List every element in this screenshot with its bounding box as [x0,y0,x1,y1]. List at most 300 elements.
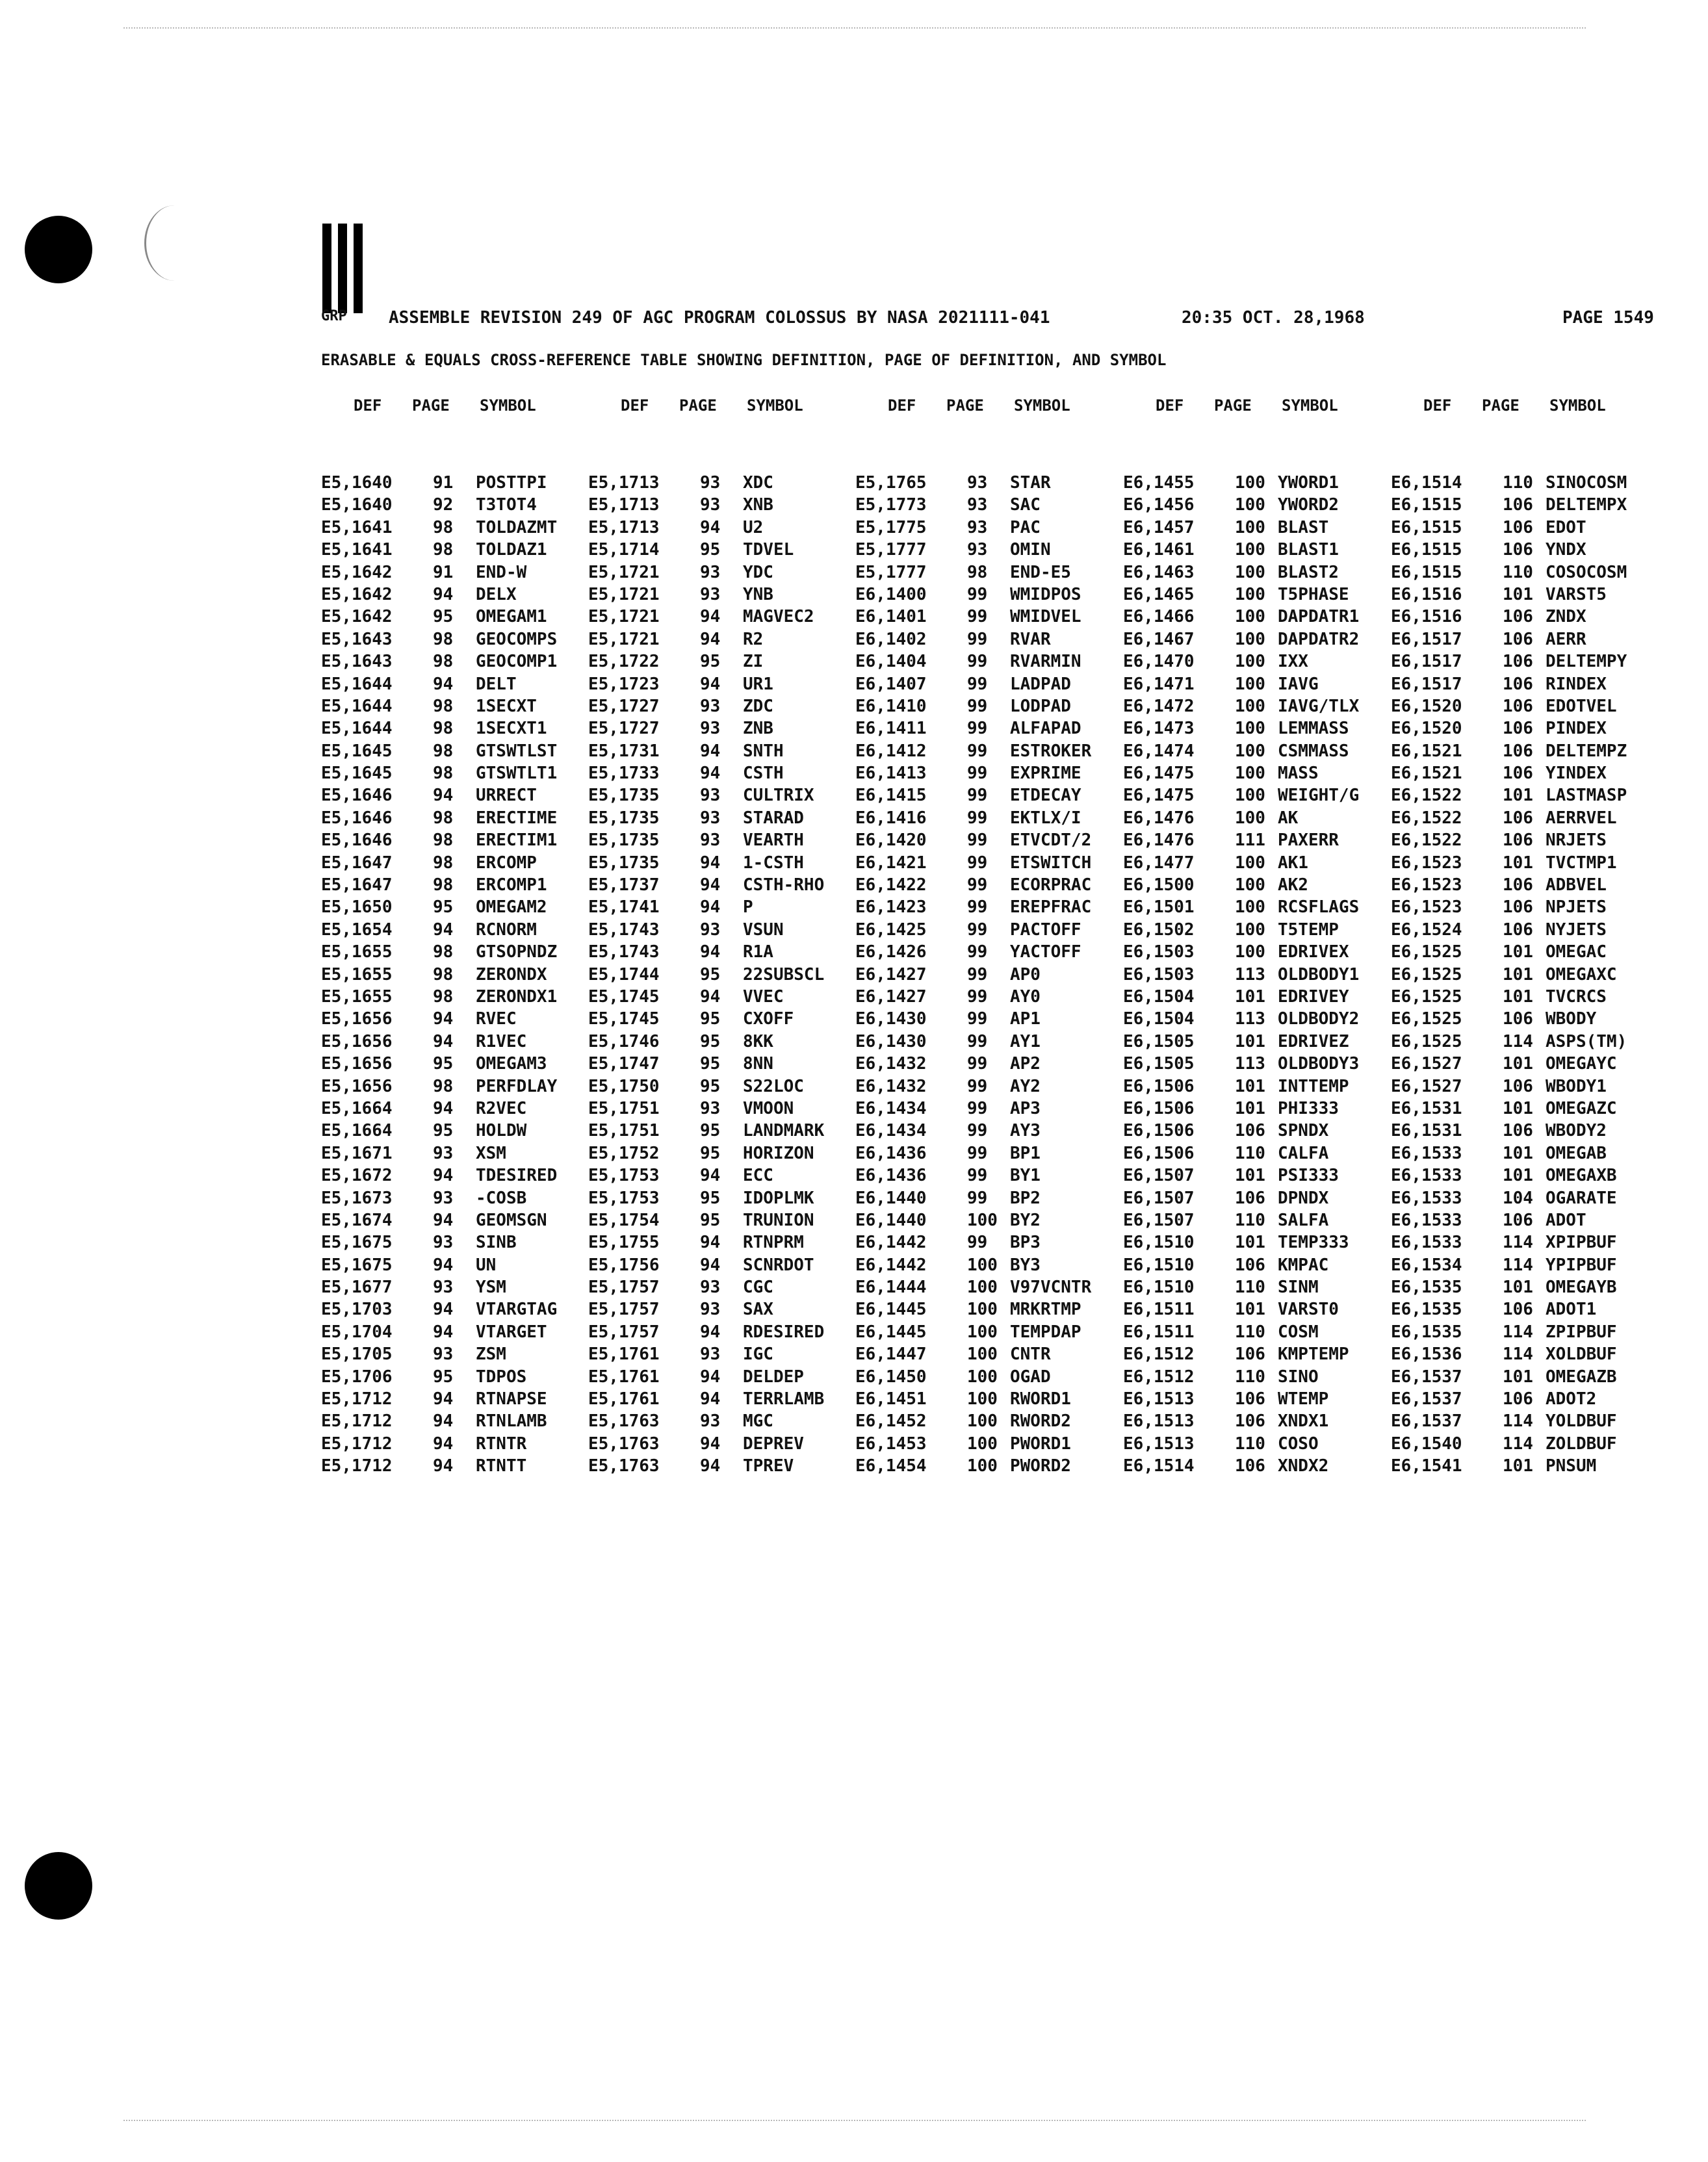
symbol-cell: SINO [1278,1367,1319,1387]
def-cell: E6,1411 [855,719,927,739]
table-row [588,942,848,964]
table-row [855,1144,1115,1166]
table-row [1391,607,1651,629]
page-cell: 94 [700,1389,721,1409]
symbol-cell: RVAR [1010,629,1051,649]
page-cell: 93 [433,1345,454,1365]
symbol-cell: DPNDX [1278,1188,1329,1208]
def-cell: E5,1641 [321,540,393,560]
page-cell: 101 [1235,1031,1265,1051]
table-row [321,1278,581,1300]
table-row [588,741,848,764]
def-cell: E6,1505 [1123,1054,1195,1074]
def-cell: E6,1525 [1391,964,1462,984]
def-cell: E5,1743 [588,920,660,940]
page-cell: 98 [433,652,454,672]
def-cell: E6,1515 [1391,540,1462,560]
page-cell: 100 [1235,696,1265,716]
table-row [855,518,1115,540]
table-row [321,1434,581,1456]
page-cell: 106 [1503,1300,1533,1320]
page-cell: 94 [433,584,454,604]
page-cell: 93 [700,1345,721,1365]
def-cell: E6,1536 [1391,1345,1462,1365]
def-cell: E6,1521 [1391,741,1462,761]
page-cell: 101 [1503,942,1533,962]
symbol-cell: TEMP333 [1278,1233,1349,1253]
symbol-cell: ZI [743,652,764,672]
table-row [321,764,581,786]
def-cell: E6,1507 [1123,1166,1195,1186]
def-cell: E6,1430 [855,1031,927,1051]
page-cell: 106 [1235,1345,1265,1365]
table-row [588,1345,848,1367]
table-row [1123,585,1383,607]
page-cell: 106 [1503,764,1533,784]
symbol-cell: OLDBODY1 [1278,964,1360,984]
page-cell: 93 [967,517,988,537]
page-cell: 100 [1235,517,1265,537]
page-cell: 100 [1235,495,1265,515]
def-cell: E6,1513 [1123,1411,1195,1432]
table-row [321,1099,581,1121]
def-cell: E5,1646 [321,786,393,806]
def-cell: E6,1513 [1123,1434,1195,1454]
symbol-cell: YOLDBUF [1546,1411,1617,1432]
def-cell: E6,1421 [855,853,927,873]
table-row [1123,563,1383,585]
table-row [1123,697,1383,719]
def-cell: E5,1757 [588,1322,660,1342]
symbol-cell: TOLDAZMT [476,517,558,537]
symbol-cell: NRJETS [1546,830,1607,851]
table-row [588,518,848,540]
page-cell: 99 [967,808,988,828]
page-cell: 101 [1235,1098,1265,1118]
table-row [1391,1144,1651,1166]
page-cell: 94 [700,1434,721,1454]
page-cell: 94 [700,897,721,918]
page-cell: 94 [433,920,454,940]
table-row [855,1233,1115,1255]
page-cell: 99 [967,1009,988,1029]
symbol-cell: HOLDW [476,1121,527,1141]
page-cell: 110 [1235,1322,1265,1342]
def-cell: E6,1420 [855,830,927,851]
symbol-cell: CNTR [1010,1345,1051,1365]
def-cell: E6,1517 [1391,629,1462,649]
page-cell: 93 [700,1300,721,1320]
table-row [321,1300,581,1322]
def-cell: E5,1713 [588,473,660,493]
symbol-cell: IDOPLMK [743,1188,814,1208]
page-cell: 100 [967,1255,998,1275]
page-cell: 91 [433,562,454,582]
def-cell: E6,1456 [1123,495,1195,515]
symbol-cell: CXOFF [743,1009,794,1029]
def-cell: E6,1401 [855,607,927,627]
table-row [1391,1211,1651,1233]
table-row [1123,719,1383,741]
def-cell: E5,1713 [588,495,660,515]
page-cell: 106 [1503,629,1533,649]
symbol-cell: OMEGAXB [1546,1166,1617,1186]
page-cell: 94 [700,607,721,627]
page-cell: 101 [1503,786,1533,806]
symbol-cell: CSMMASS [1278,741,1349,761]
table-row [588,1054,848,1076]
def-cell: E6,1541 [1391,1456,1462,1476]
symbol-cell: CSTH [743,764,784,784]
def-cell: E5,1723 [588,674,660,694]
page-cell: 101 [1503,584,1533,604]
symbol-cell: RWORD2 [1010,1411,1071,1432]
table-row [1391,965,1651,987]
def-cell: E5,1751 [588,1098,660,1118]
page-cell: 93 [433,1143,454,1163]
def-cell: E6,1440 [855,1188,927,1208]
table-row [855,1032,1115,1054]
def-cell: E6,1412 [855,741,927,761]
table-row [855,585,1115,607]
page-cell: 99 [967,1098,988,1118]
symbol-cell: BLAST2 [1278,562,1339,582]
symbol-cell: AERRVEL [1546,808,1617,828]
def-cell: E5,1777 [855,540,927,560]
page-cell: 94 [433,1411,454,1432]
def-cell: E5,1763 [588,1434,660,1454]
symbol-cell: XNDX2 [1278,1456,1329,1476]
page-cell: 100 [1235,764,1265,784]
page-cell: 95 [433,1367,454,1387]
def-cell: E5,1705 [321,1345,393,1365]
page-cell: 106 [1503,875,1533,895]
symbol-cell: RTNPRM [743,1233,804,1253]
def-cell: E5,1647 [321,875,393,895]
def-cell: E6,1505 [1123,1031,1195,1051]
symbol-cell: RTNAPSE [476,1389,547,1409]
symbol-cell: PSI333 [1278,1166,1339,1186]
symbol-cell: ECORPRAC [1010,875,1092,895]
def-cell: E5,1754 [588,1210,660,1230]
table-row [1391,942,1651,964]
symbol-cell: RVEC [476,1009,517,1029]
table-row [1391,630,1651,652]
table-row [1391,1322,1651,1345]
symbol-cell: ETVCDT/2 [1010,830,1092,851]
table-row [321,875,581,897]
symbol-cell: NPJETS [1546,897,1607,918]
table-row [1391,808,1651,830]
symbol-cell: OMEGAYB [1546,1278,1617,1298]
table-row [1391,830,1651,853]
symbol-cell: UR1 [743,674,773,694]
table-row [588,853,848,875]
table-row [321,1345,581,1367]
table-row [588,965,848,987]
def-cell: E5,1763 [588,1411,660,1432]
def-cell: E6,1450 [855,1367,927,1387]
def-cell: E5,1671 [321,1143,393,1163]
column-header-page: PAGE [1482,396,1520,415]
table-row [588,875,848,897]
page-cell: 93 [700,584,721,604]
symbol-cell: POSTTPI [476,473,547,493]
symbol-cell: IGC [743,1345,773,1365]
header-mark: GRP [321,308,347,324]
page-cell: 106 [1503,607,1533,627]
symbol-cell: ERECTIME [476,808,558,828]
page-cell: 100 [1235,719,1265,739]
table-row [588,563,848,585]
page-cell: 110 [1503,473,1533,493]
page-cell: 94 [700,986,721,1007]
symbol-cell: TPREV [743,1456,794,1476]
page-cell: 101 [1235,1233,1265,1253]
def-cell: E5,1721 [588,607,660,627]
page-cell: 111 [1235,830,1265,851]
table-row [588,830,848,853]
page-cell: 99 [967,1121,988,1141]
page-cell: 114 [1503,1434,1533,1454]
table-row [1391,675,1651,697]
table-row [1123,1054,1383,1076]
def-cell: E6,1525 [1391,942,1462,962]
def-cell: E5,1735 [588,786,660,806]
def-cell: E5,1755 [588,1233,660,1253]
def-cell: E6,1514 [1391,473,1462,493]
page-cell: 94 [433,1322,454,1342]
def-cell: E6,1422 [855,875,927,895]
column-header-row [588,396,848,431]
def-cell: E5,1727 [588,719,660,739]
def-cell: E6,1436 [855,1143,927,1163]
table-row [321,1054,581,1076]
page-cell: 100 [1235,875,1265,895]
page-cell: 95 [700,1188,721,1208]
def-cell: E6,1444 [855,1278,927,1298]
page-cell: 114 [1503,1411,1533,1432]
symbol-cell: EREPFRAC [1010,897,1092,918]
table-row [855,719,1115,741]
symbol-cell: ASPS(TM) [1546,1031,1627,1051]
table-row [1123,1300,1383,1322]
table-row [1123,987,1383,1009]
def-cell: E6,1467 [1123,629,1195,649]
table-row [855,965,1115,987]
page-cell: 93 [700,808,721,828]
page-cell: 101 [1235,1166,1265,1186]
page-cell: 94 [700,1255,721,1275]
symbol-cell: ADOT [1546,1210,1586,1230]
symbol-cell: END-E5 [1010,562,1071,582]
symbol-cell: VVEC [743,986,784,1007]
page-cell: 98 [433,1076,454,1096]
table-row [321,1121,581,1143]
table-row [855,808,1115,830]
def-cell: E5,1741 [588,897,660,918]
def-cell: E5,1713 [588,517,660,537]
def-cell: E6,1465 [1123,584,1195,604]
symbol-cell: YNDX [1546,540,1586,560]
punch-hole-shadow [144,205,205,281]
symbol-cell: AK2 [1278,875,1308,895]
symbol-cell: GEOCOMPS [476,629,558,649]
def-cell: E5,1644 [321,674,393,694]
symbol-cell: CULTRIX [743,786,814,806]
table-row [1123,518,1383,540]
table-row [1391,1166,1651,1188]
symbol-cell: LADPAD [1010,674,1071,694]
symbol-cell: PAXERR [1278,830,1339,851]
page-cell: 98 [433,986,454,1007]
symbol-cell: ZERONDX1 [476,986,558,1007]
symbol-cell: YSM [476,1278,506,1298]
symbol-cell: UN [476,1255,497,1275]
page-cell: 95 [700,652,721,672]
symbol-cell: COSOCOSM [1546,562,1627,582]
symbol-cell: ZNB [743,719,773,739]
column-header-page: PAGE [946,396,984,415]
table-row [1391,1121,1651,1143]
table-row [588,1411,848,1434]
table-row [321,1456,581,1478]
table-row [1123,652,1383,674]
page-cell: 106 [1503,495,1533,515]
table-row [1123,1144,1383,1166]
table-row [1123,1077,1383,1099]
table-row [855,495,1115,517]
table-row [588,607,848,629]
table-row [1123,1411,1383,1434]
def-cell: E5,1712 [321,1434,393,1454]
page-cell: 99 [967,1031,988,1051]
symbol-cell: EXPRIME [1010,764,1081,784]
def-cell: E6,1445 [855,1322,927,1342]
symbol-cell: WMIDPOS [1010,584,1081,604]
page-cell: 106 [1503,741,1533,761]
table-row [1123,1121,1383,1143]
def-cell: E6,1457 [1123,517,1195,537]
def-cell: E5,1646 [321,830,393,851]
symbol-cell: T5TEMP [1278,920,1339,940]
symbol-cell: LANDMARK [743,1121,825,1141]
table-row [855,1278,1115,1300]
symbol-cell: SINM [1278,1278,1319,1298]
page-cell: 95 [433,1121,454,1141]
symbol-cell: PERFDLAY [476,1076,558,1096]
page-cell: 106 [1503,920,1533,940]
column-header-def: DEF [354,396,382,415]
page-cell: 94 [433,1434,454,1454]
def-cell: E6,1531 [1391,1121,1462,1141]
page-cell: 106 [1503,674,1533,694]
table-row [321,830,581,853]
page-cell: 99 [967,607,988,627]
table-row [321,1009,581,1031]
def-cell: E6,1511 [1123,1322,1195,1342]
page-cell: 110 [1503,562,1533,582]
symbol-cell: PINDEX [1546,719,1607,739]
table-row [1123,808,1383,830]
def-cell: E5,1721 [588,629,660,649]
table-row [855,987,1115,1009]
table-row [1391,1077,1651,1099]
page-cell: 106 [1235,1255,1265,1275]
symbol-cell: ADOT1 [1546,1300,1597,1320]
table-row [855,1211,1115,1233]
table-row [1391,1009,1651,1031]
symbol-cell: XNDX1 [1278,1411,1329,1432]
symbol-cell: SINOCOSM [1546,473,1627,493]
page-cell: 101 [1503,1098,1533,1118]
def-cell: E6,1442 [855,1255,927,1275]
column-header-def: DEF [888,396,916,415]
symbol-cell: AY0 [1010,986,1041,1007]
symbol-cell: DELT [476,674,517,694]
def-cell: E5,1735 [588,808,660,828]
symbol-cell: ZERONDX [476,964,547,984]
def-cell: E5,1733 [588,764,660,784]
def-cell: E5,1761 [588,1367,660,1387]
table-row [321,1144,581,1166]
def-cell: E6,1476 [1123,830,1195,851]
def-cell: E6,1533 [1391,1143,1462,1163]
page-cell: 101 [1503,853,1533,873]
page-cell: 93 [967,495,988,515]
page-cell: 99 [967,853,988,873]
table-row [588,1211,848,1233]
def-cell: E5,1745 [588,1009,660,1029]
def-cell: E6,1517 [1391,652,1462,672]
symbol-cell: HORIZON [743,1143,814,1163]
page-cell: 106 [1503,830,1533,851]
scan-edge-bottom [123,2120,1586,2121]
symbol-cell: DELX [476,584,517,604]
page-cell: 100 [1235,942,1265,962]
symbol-cell: GEOCOMP1 [476,652,558,672]
symbol-cell: RDESIRED [743,1322,825,1342]
table-row [321,1233,581,1255]
symbol-cell: DEPREV [743,1434,804,1454]
table-row [588,1121,848,1143]
table-row [321,697,581,719]
def-cell: E5,1646 [321,808,393,828]
page-cell: 93 [700,920,721,940]
column-header-def: DEF [1156,396,1184,415]
def-cell: E6,1507 [1123,1188,1195,1208]
def-cell: E6,1516 [1391,607,1462,627]
def-cell: E6,1475 [1123,786,1195,806]
page-cell: 99 [967,1143,988,1163]
symbol-cell: OMEGAYC [1546,1054,1617,1074]
def-cell: E6,1503 [1123,942,1195,962]
column-header-symbol: SYMBOL [480,396,536,415]
printer-marks [322,224,368,313]
page-cell: 94 [700,875,721,895]
page-cell: 94 [433,1210,454,1230]
symbol-cell: SAX [743,1300,773,1320]
symbol-cell: GEOMSGN [476,1210,547,1230]
symbol-cell: XDC [743,473,773,493]
table-row [1123,675,1383,697]
symbol-cell: EDOTVEL [1546,696,1617,716]
page-cell: 113 [1235,1054,1265,1074]
def-cell: E6,1407 [855,674,927,694]
table-row [321,675,581,697]
table-column-group [1123,396,1383,1476]
symbol-cell: 8NN [743,1054,773,1074]
